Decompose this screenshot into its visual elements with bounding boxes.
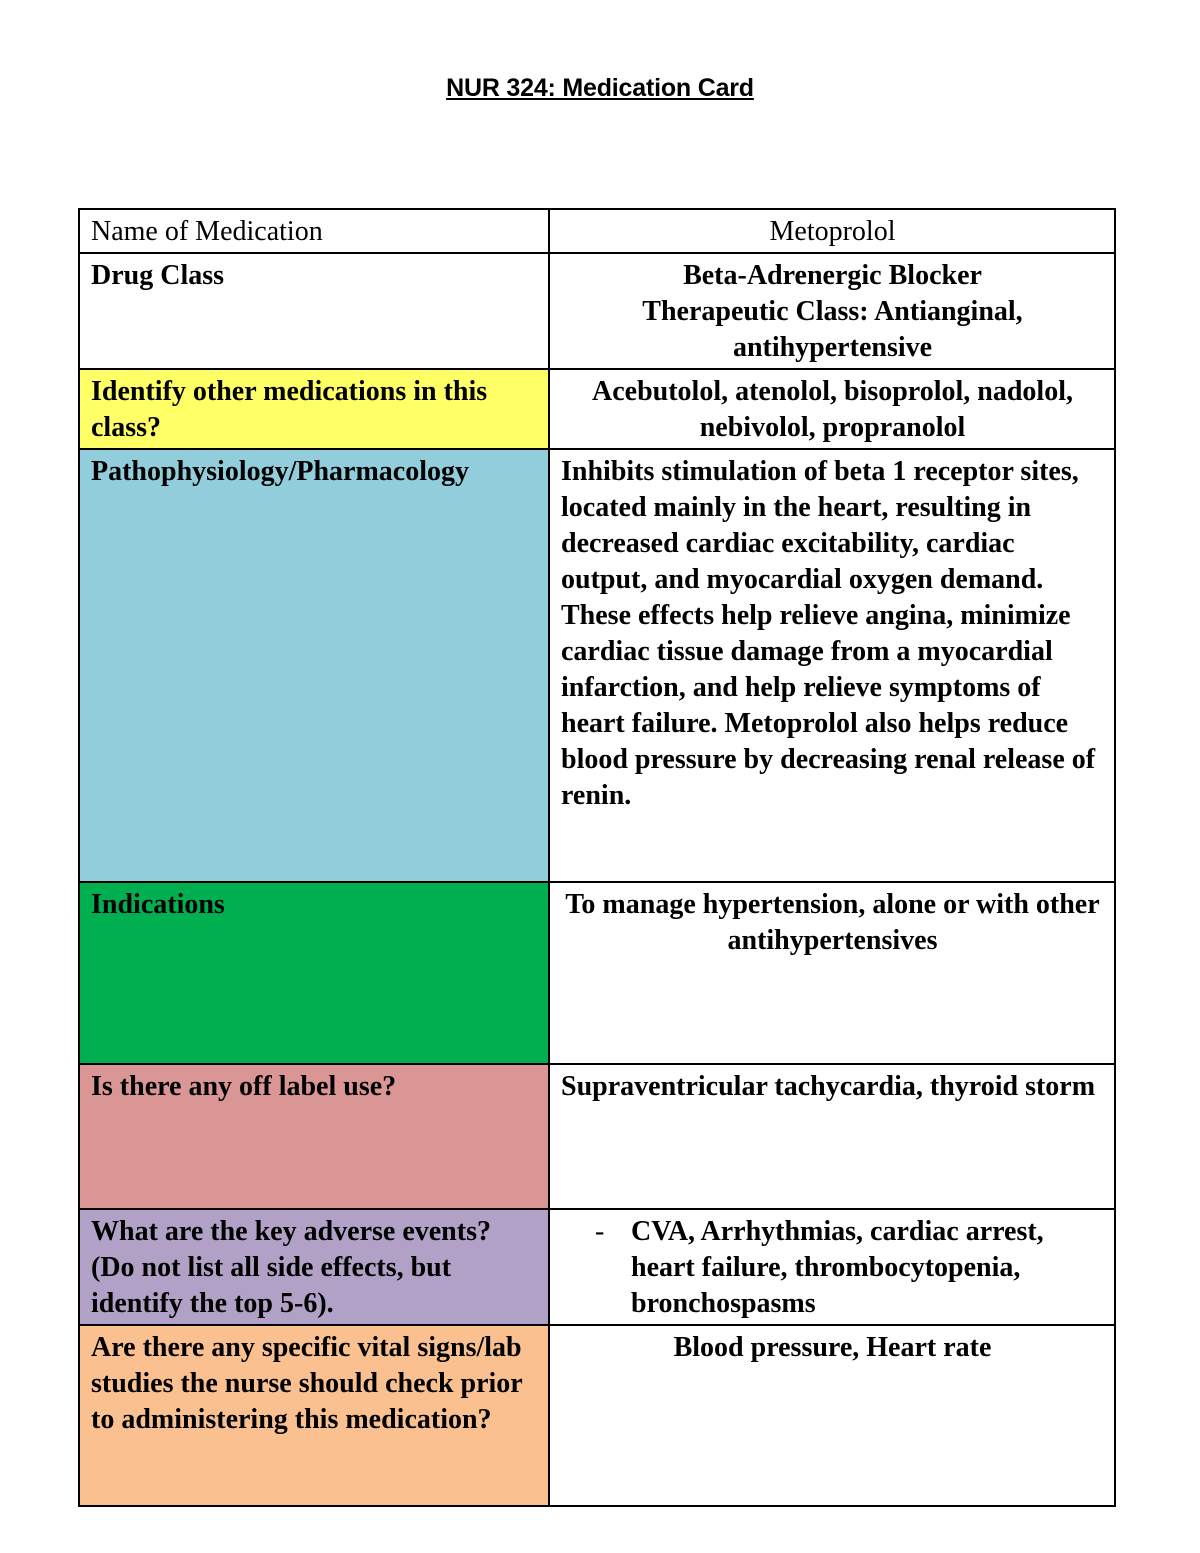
row-indications [79,882,1115,1064]
label-other-medications: Identify other medications in this class? [79,369,549,449]
row-vital-signs [79,1325,1115,1506]
value-off-label-use: Supraventricular tachycardia, thyroid storm [549,1064,1115,1209]
row-off-label-use [79,1064,1115,1209]
row-other-medications [79,369,1115,449]
label-pathophysiology: Pathophysiology/Pharmacology [79,449,549,882]
drug-class-line: Beta-Adrenergic Blocker [683,260,982,291]
label-drug-class: Drug Class [79,253,549,369]
value-pathophysiology: Inhibits stimulation of beta 1 receptor sites, located mainly in the heart, resulting in decreased cardiac excitability, cardiac output, and myocardial oxygen demand. These effects help relieve angina, minimize cardiac tissue damage from a myocardial infarction, and help relieve symptoms of heart failure. Metoprolol also helps reduce blood pressure by decreasing renal release of renin. [549,449,1115,882]
value-medication-name: Metoprolol [549,209,1115,253]
label-vital-signs: Are there any specific vital signs/lab studies the nurse should check prior to administering this medication? [79,1325,549,1506]
list-item: - CVA, Arrhythmias, cardiac arrest, heart failure, thrombocytopenia, bronchospasms [631,1214,1104,1322]
value-drug-class [549,253,1115,369]
label-adverse-events: What are the key adverse events? (Do not list all side effects, but identify the top 5-6). [79,1209,549,1325]
adverse-events-list [561,1214,1104,1322]
row-pathophysiology [79,449,1115,882]
value-vital-signs: Blood pressure, Heart rate [549,1325,1115,1506]
drug-class-line: antihypertensive [732,332,933,363]
value-other-medications: Acebutolol, atenolol, bisoprolol, nadolol, nebivolol, propranolol [549,369,1115,449]
row-name-of-medication [79,209,1115,253]
value-adverse-events [549,1209,1115,1325]
value-indications: To manage hypertension, alone or with other antihypertensives [549,882,1115,1064]
label-off-label-use: Is there any off label use? [79,1064,549,1209]
label-name-of-medication: Name of Medication [79,209,549,253]
medication-card-table [78,208,1116,1507]
row-drug-class [79,253,1115,369]
label-indications: Indications [79,882,549,1064]
page-title: NUR 324: Medication Card [446,74,754,102]
drug-class-line: Therapeutic Class: Antianginal, [642,296,1023,327]
row-adverse-events [79,1209,1115,1325]
